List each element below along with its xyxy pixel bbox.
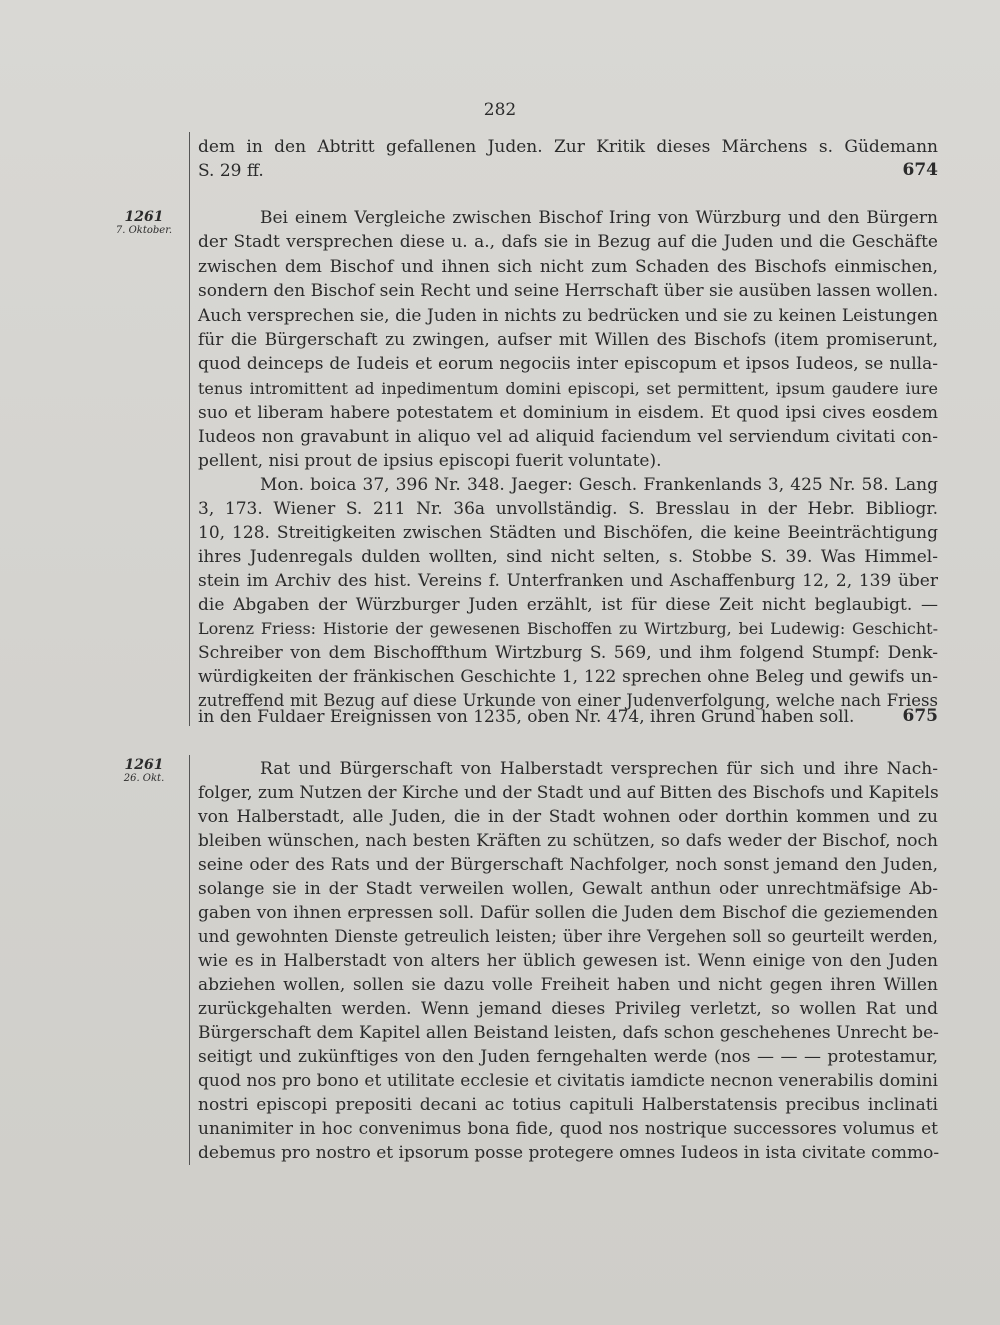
text-line: ihres Judenregals dulden wollten, sind nicht selten, s. Stobbe S. 39. Was Himmel- — [198, 547, 938, 567]
text-line: pellent, nisi prout de ipsius episcopi fuerit voluntate). — [198, 451, 662, 471]
margin-day: 7. Oktober. — [115, 225, 173, 236]
margin-day: 26. Okt. — [123, 773, 165, 784]
text-line: zurückgehalten werden. Wenn jemand dieses Privileg verletzt, so wollen Rat und — [198, 999, 938, 1019]
text-line: von Halberstadt, alle Juden, die in der Stadt wohnen oder dorthin kommen und zu — [198, 807, 938, 827]
margin-date-674 — [108, 209, 180, 237]
text-line: nostri episcopi prepositi decani ac totius capituli Halberstatensis precibus inclinati — [198, 1095, 938, 1115]
margin-rule-top — [189, 132, 190, 726]
document-number-674: 674 — [902, 160, 938, 180]
text-line: solange sie in der Stadt verweilen wollen, Gewalt anthun oder unrechtmäfsige Ab- — [198, 879, 938, 899]
text-line: in den Fuldaer Ereignissen von 1235, oben Nr. 474, ihren Grund haben soll. — [198, 707, 855, 727]
document-number-675: 675 — [902, 706, 938, 726]
text-line: würdigkeiten der fränkischen Geschichte 1, 122 sprechen ohne Beleg und gewifs un- — [198, 667, 938, 687]
text-line: S. 29 ff. — [198, 161, 264, 181]
text-line: für die Bürgerschaft zu zwingen, aufser mit Willen des Bischofs (item promiserunt, — [198, 330, 938, 350]
text-line: der Stadt versprechen diese u. a., dafs sie in Bezug auf die Juden und die Geschäfte — [198, 232, 938, 252]
text-line: Bürgerschaft dem Kapitel allen Beistand leisten, dafs schon geschehenes Unrecht be- — [198, 1023, 939, 1043]
text-line: zwischen dem Bischof und ihnen sich nicht zum Schaden des Bischofs einmischen, — [198, 257, 938, 277]
margin-date-675 — [108, 757, 180, 785]
text-line: Rat und Bürgerschaft von Halberstadt versprechen für sich und ihre Nach- — [260, 759, 938, 779]
text-line: unanimiter in hoc convenimus bona fide, quod nos nostrique successores volumus et — [198, 1119, 938, 1139]
text-line: die Abgaben der Würzburger Juden erzählt, ist für diese Zeit nicht beglaubigt. — — [198, 595, 938, 615]
text-line: quod nos pro bono et utilitate ecclesie et civitatis iamdicte necnon venerabilis domini — [198, 1071, 938, 1091]
text-line: stein im Archiv des hist. Vereins f. Unterfranken und Aschaffenburg 12, 2, 139 über — [198, 571, 938, 591]
text-line: abziehen wollen, sollen sie dazu volle Freiheit haben und nicht gegen ihren Willen — [198, 975, 938, 995]
text-line: Auch versprechen sie, die Juden in nichts zu bedrücken und sie zu keinen Leistungen — [198, 306, 938, 326]
text-line: gaben von ihnen erpressen soll. Dafür sollen die Juden dem Bischof die geziemenden — [198, 903, 938, 923]
text-line: Bei einem Vergleiche zwischen Bischof Iring von Würzburg und den Bürgern — [260, 208, 938, 228]
text-line: Lorenz Friess: Historie der gewesenen Bischoffen zu Wirtzburg, bei Ludewig: Geschicht- — [198, 619, 938, 638]
text-line: tenus intromittent ad inpedimentum domini episcopi, set permittent, ipsum gaudere iure — [198, 379, 938, 398]
page-number: 282 — [483, 100, 517, 120]
text-line: sondern den Bischof sein Recht und seine Herrschaft über sie ausüben lassen wollen. — [198, 281, 939, 301]
text-line: seine oder des Rats und der Bürgerschaft Nachfolger, noch sonst jemand den Juden, — [198, 855, 938, 875]
text-line: Mon. boica 37, 396 Nr. 348. Jaeger: Gesch. Frankenlands 3, 425 Nr. 58. Lang — [260, 475, 938, 495]
text-line: bleiben wünschen, nach besten Kräften zu schützen, so dafs weder der Bischof, noch — [198, 831, 938, 851]
text-line: dem in den Abtritt gefallenen Juden. Zur Kritik dieses Märchens s. Güdemann — [198, 137, 938, 157]
text-line: Iudeos non gravabunt in aliquo vel ad aliquid faciendum vel serviendum civitati con- — [198, 427, 938, 447]
margin-year: 1261 — [124, 209, 164, 225]
text-line: 3, 173. Wiener S. 211 Nr. 36a unvollständig. S. Bresslau in der Hebr. Bibliogr. — [198, 499, 938, 519]
text-line: debemus pro nostro et ipsorum posse protegere omnes Iudeos in ista civitate commo- — [198, 1143, 940, 1163]
margin-year: 1261 — [124, 757, 164, 773]
text-line: 10, 128. Streitigkeiten zwischen Städten und Bischöfen, die keine Beeinträchtigung — [198, 523, 938, 543]
text-line: wie es in Halberstadt von alters her üblich gewesen ist. Wenn einige von den Juden — [198, 951, 938, 971]
text-line: folger, zum Nutzen der Kirche und der Stadt und auf Bitten des Bischofs und Kapitels — [198, 783, 939, 803]
text-line: Schreiber von dem Bischoffthum Wirtzburg S. 569, und ihm folgend Stumpf: Denk- — [198, 643, 938, 663]
text-line: quod deinceps de Iudeis et eorum negociis inter episcopum et ipsos Iudeos, se nulla- — [198, 354, 938, 374]
text-line: und gewohnten Dienste getreulich leisten; über ihre Vergehen soll so geurteilt werden, — [198, 927, 938, 946]
text-line: zutreffend mit Bezug auf diese Urkunde von einer Judenverfolgung, welche nach Friess — [198, 691, 938, 710]
text-line: seitigt und zukünftiges von den Juden ferngehalten werde (nos — — — protestamur, — [198, 1047, 938, 1067]
margin-rule-bottom — [189, 755, 190, 1165]
text-line: suo et liberam habere potestatem et dominium in eisdem. Et quod ipsi cives eosdem — [198, 403, 938, 423]
